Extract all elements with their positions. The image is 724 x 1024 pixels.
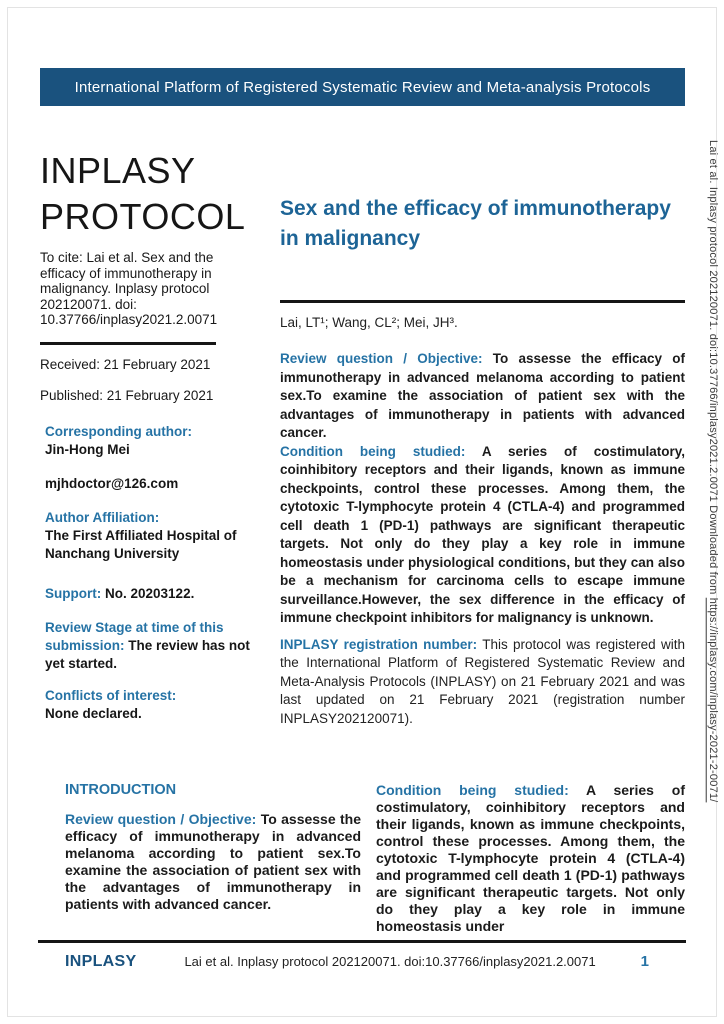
conflicts-value: None declared.: [45, 705, 142, 721]
support-label: Support:: [45, 585, 102, 601]
review-question-label: Review question / Objective:: [280, 351, 483, 366]
citation-note: To cite: Lai et al. Sex and the efficacy of immunotherapy in malignancy. Inplasy protocol 202120071. doi: 10.37766/inplasy2021.2.0071: [40, 250, 218, 327]
introduction-left-column: [65, 782, 361, 935]
intro-review-question-paragraph: [65, 811, 361, 913]
intro-condition-label: Condition being studied:: [376, 782, 569, 798]
sidebar-citation-text: Lai et al. Inplasy protocol 202120071. doi:10.37766/inplasy2021.2.0071 Downloaded from: [707, 140, 719, 598]
review-stage-block: [45, 619, 262, 673]
left-divider: [40, 342, 216, 345]
masthead-line2: PROTOCOL: [40, 196, 246, 237]
footer: [40, 953, 685, 971]
masthead-title: [40, 148, 262, 240]
review-stage-value: The review has not yet started.: [45, 637, 250, 671]
introduction-heading: INTRODUCTION: [65, 782, 177, 798]
introduction-right-column: [376, 782, 685, 935]
banner: [40, 68, 685, 106]
footer-citation: Lai et al. Inplasy protocol 202120071. doi:10.37766/inplasy2021.2.0071: [184, 954, 596, 969]
corresponding-author-name: Jin-Hong Mei: [45, 441, 130, 457]
left-column: [40, 140, 262, 728]
condition-body: A series of costimulatory, coinhibitory receptors and their ligands, known as immune checkpoints, control these processes. Among them, the cytotoxic T-lymphocyte protein 4 (CTLA-4) and programmed cell death 1 (PD-1) pathways are significant therapeutic targets. Not only do they play a key role in immune homeostasis under physiological conditions, but they can also be a mechanism for carcinoma cells to escape immune surveillance.However, the sex difference in the efficacy of immune checkpoint inhibitors for malignancy is unknown.: [280, 443, 685, 625]
author-affiliation-block: [45, 509, 262, 563]
author-affiliation-value: The First Affiliated Hospital of Nanchang University: [45, 527, 237, 561]
intro-condition-body: A series of costimulatory, coinhibitory receptors and their ligands, known as immune checkpoints, control these processes. Among them, the cytotoxic T-lymphocyte protein 4 (CTLA-4) and programmed cell death 1 (PD-1) pathways are significant therapeutic targets. Not only do they play a key role in immune homeostasis under: [376, 782, 685, 934]
condition-label: Condition being studied:: [280, 443, 466, 459]
support-value: No. 20203122.: [105, 585, 195, 601]
corresponding-author-label: Corresponding author:: [45, 423, 192, 439]
main-content: [40, 140, 685, 728]
intro-review-question-label: Review question / Objective:: [65, 811, 257, 827]
conflicts-label: Conflicts of interest:: [45, 687, 177, 703]
right-divider: [280, 300, 685, 303]
review-question-body: To assesse the efficacy of immunotherapy in advanced melanoma according to patient sex.To examine the association of patient sex with the advantages of immunotherapy in patients with advanced cancer.: [280, 351, 685, 440]
right-column: [280, 140, 685, 728]
intro-review-question-body: To assesse the efficacy of immunotherapy in advanced melanoma according to patient sex.To examine the association of patient sex with the advantages of immunotherapy in patients with advanced cancer.: [65, 811, 362, 912]
masthead-line1: INPLASY: [40, 150, 196, 191]
condition-paragraph: [280, 443, 685, 628]
sidebar-download-link[interactable]: https://inplasy.com/inplasy-2021-2-0071/: [707, 597, 719, 803]
intro-condition-paragraph: [376, 782, 685, 935]
corresponding-author-email: [45, 475, 262, 493]
received-date: Received: 21 February 2021: [40, 356, 211, 372]
registration-label: INPLASY registration number:: [280, 636, 478, 652]
registration-paragraph: [280, 636, 685, 729]
corresponding-author-block: [45, 423, 262, 459]
author-affiliation-label: Author Affiliation:: [45, 509, 160, 525]
introduction-section: [65, 782, 685, 935]
page-number: 1: [640, 953, 649, 970]
vertical-citation-sidebar: [707, 140, 719, 940]
support-block: [45, 585, 262, 603]
review-stage-label: Review Stage at time of this submission:: [45, 619, 224, 653]
registration-body: This protocol was registered with the International Platform of Registered Systematic Review and Meta-Analysis Protocols (INPLASY) on 21 February 2021 and was last updated on 21 February 2021 (registration number INPLASY202120071).: [280, 636, 685, 726]
banner-text: International Platform of Registered Systematic Review and Meta-analysis Protocols: [74, 78, 651, 96]
author-list: Lai, LT¹; Wang, CL²; Mei, JH³.: [280, 315, 458, 330]
email-text: mjhdoctor@126.com: [45, 475, 179, 491]
review-question-paragraph: [280, 350, 685, 443]
article-title: Sex and the efficacy of immunotherapy in malignancy: [280, 197, 671, 250]
conflicts-block: [45, 687, 262, 723]
footer-divider: [38, 940, 686, 943]
published-date: Published: 21 February 2021: [40, 387, 214, 403]
footer-brand: INPLASY: [65, 953, 137, 970]
